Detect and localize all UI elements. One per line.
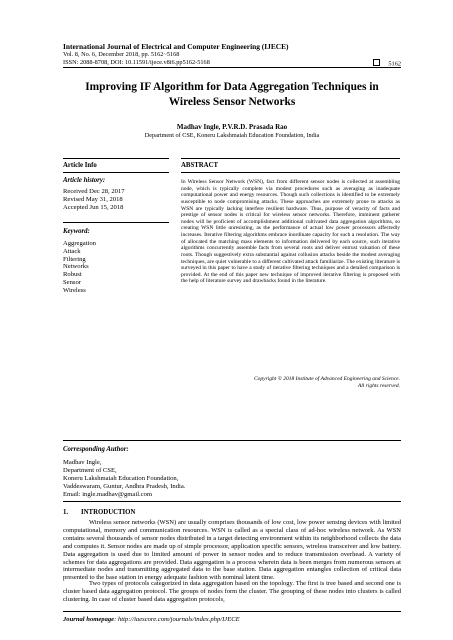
history-received: Received Dec 28, 2017 [63,188,125,195]
checkbox-square-icon [373,59,380,66]
article-history-list [63,188,125,211]
affiliation: Department of CSE, Koneru Lakshmaiah Education Foundation, India [144,132,320,139]
corresponding-bottom-rule [63,501,401,502]
keyword-item: Attack [63,247,81,255]
article-history-heading: Article history: [63,177,106,184]
journal-volume: Vol. 8, No. 6, December 2018, pp. 5162~5168 [63,51,180,58]
keyword-heading: Keyword: [63,228,90,235]
page-number-value: 5162 [388,60,401,68]
homepage-url[interactable]: : http://iaescore.com/journals/index.php/IJECE [114,616,240,623]
title-line-2: Wireless Sensor Networks [168,95,296,108]
keyword-item: Wireless [63,286,86,294]
section-number: 1. [63,509,69,516]
introduction-paragraph-1 [63,519,401,582]
corresponding-line: Department of CSE, [63,467,117,474]
corresponding-author-heading: Corresponding Author: [63,446,129,453]
homepage-label: Journal homepage [63,616,115,623]
keyword-item: Filtering [63,255,86,263]
article-info-heading-rule [63,172,169,173]
keyword-item: Sensor [63,278,81,286]
corresponding-email: Email: ingle.madhav@gmail.com [63,491,153,498]
abstract-heading: ABSTRACT [181,162,219,169]
abstract-text: In Wireless Sensor Network (WSN), fact from different sensor nodes is collected at assembling node, which is typically complete via modest procedures such as averaging as inadequate computational power and energy resources. Though such collections is identified to be extremely susceptible to node compromising attacks. These approaches are extremely prone to attacks as WSN are typically lacking interfere resilient hardware. Thus, purpose of veracity of facts and prestige of sensor nodes is critical for wireless sensor networks. Therefore, imminent gatherer nodes will be proficient of accomplishment additional cultivated data aggregation algorithms, so creating WSN little unresisting, as the performance of actual low power processors affectedly increases. Iterative filtering algorithms embrace inordinate capacity for such a resolution. The way of allocated the matching mass elements to information delivered by each source, such iterative algorithms concurrently assemble facts from several roots and deliver entrust valuation of these roots. Though suggestively extra substantial against collusion attacks beside the modest averaging techniques, are quiet vulnerable to a different cultivated attack familiarize. The existing literature is surveyed in this paper to have a study of iterative filtering techniques and a detailed comparison is provided. At the end of this paper new technique of improved iterative filtering is proposed with the help of literature survey and drawbacks found in the literature. [181,179,400,285]
introduction-heading [63,509,135,516]
copyright-line-2: All rights reserved. [357,382,400,389]
corresponding-line: Vaddeswaram, Guntur, Andhra Pradesh, India. [63,483,186,490]
copyright-notice [181,376,400,389]
journal-homepage [63,616,240,623]
authors: Madhav Ingle, P.V.R.D. Prasada Rao [176,123,288,131]
article-info-top-rule [63,158,169,159]
paragraph-text: Wireless sensor networks (WSN) are usually comprises thousands of low cost, low power sensing devices with limited computational, memory and communication resources. WSN is called as a special class of ad-hoc wireless network. As WSN contains several thousands of sensor nodes distributed in a target detecting environment within its neighborhood collects the data and computes it. Sensor nodes are made up of simple processor, application specific sensors, wireless transceiver and low battery. Data aggregation is used due to limited amount of power in sensor nodes and to reduce transmission overhead. A variety of schemes for data aggregations are provided. Data aggregation is a process wherein data is been merges from numerous sensors at intermediate nodes and transmitting aggregated data to the base station. Data aggregation entangles collection of critical data presented to the base station in energy adequate fashion with nominal latent time. [63,519,401,582]
keyword-item: Networks [63,263,89,271]
history-revised: Revised May 31, 2018 [63,195,123,203]
corresponding-author-details [63,459,263,499]
introduction-paragraph-2 [63,580,401,604]
header-divider [63,67,401,68]
footer-rule [63,611,401,612]
abstract-top-rule [181,158,400,159]
copyright-line-1: Copyright © 2018 Institute of Advanced Engineering and Science. [254,376,400,382]
corresponding-line: Koneru Lakshmaiah Education Foundation, [63,475,179,482]
history-divider [63,222,169,223]
keyword-item: Aggregation [63,240,96,247]
keyword-item: Robust [63,271,82,279]
section-title: INTRODUCTION [81,509,136,516]
corresponding-line: Madhav Ingle, [63,459,102,466]
journal-issn-doi: ISSN: 2088-8708, DOI: 10.11591/ijece.v8i6.pp5162-5168 [63,59,210,66]
paper-title [63,80,401,109]
abstract-heading-rule [181,172,400,173]
title-line-1: Improving IF Algorithm for Data Aggregation Techniques in [85,81,379,93]
journal-name: International Journal of Electrical and Computer Engineering (IJECE) [63,42,289,51]
info-bottom-rule [63,440,401,441]
paragraph-text: Two types of protocols categorized in data aggregation based on the topology. The first is tree based and second one is cluster based data aggregation protocol. The groups of nodes form the cluster. The grouping of these nodes into clusters is called clustering. In case of cluster based data aggregation protocols, [63,580,401,603]
keyword-list [63,240,96,295]
history-accepted: Accepted Jun 15, 2018 [63,203,124,211]
article-info-heading: Article Info [63,162,97,169]
